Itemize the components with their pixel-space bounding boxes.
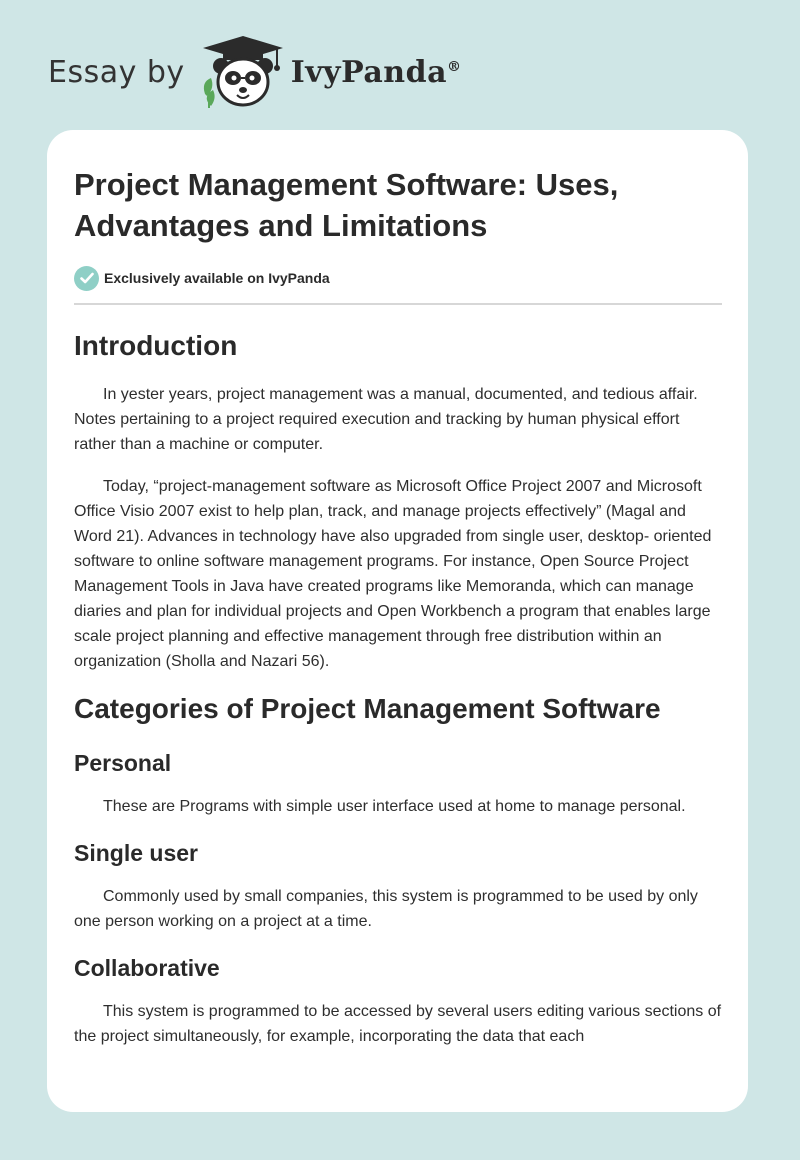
site-header xyxy=(48,32,462,112)
brand-name[interactable]: IvyPanda® xyxy=(290,54,462,90)
exclusive-badge xyxy=(74,265,722,291)
section-heading-categories: Categories of Project Management Software xyxy=(74,693,661,724)
subheading-single-user: Single user xyxy=(74,840,198,866)
paragraph: In yester years, project management was a manual, documented, and tedious affair. Notes pertaining to a project required execution and tracking by human physical effort rather than a machine or computer. xyxy=(74,386,698,453)
title-divider xyxy=(74,303,722,305)
paragraph: Today, “project-management software as Microsoft Office Project 2007 and Microsoft Office Visio 2007 exist to help plan, track, and manage projects effectively” (Magal and Word 21). Advances in technology have also upgraded from single user, desktop- oriented software to online software management programs. For instance, Open Source Project Management Tools in Java have created programs like Memoranda, which can manage diaries and plan for individual projects and Open Workbench a program that enables large scale project planning and effective management through free distribution within an organization (Sholla and Nazari 56). xyxy=(74,478,712,670)
check-icon xyxy=(74,266,99,291)
essay-card xyxy=(47,130,748,1112)
subheading-collaborative: Collaborative xyxy=(74,955,220,981)
essay-content xyxy=(74,164,722,1049)
section-heading-introduction: Introduction xyxy=(74,330,238,361)
panda-graduate-icon[interactable] xyxy=(199,34,287,110)
paragraph: Commonly used by small companies, this system is programmed to be used by only one person working on a project at a time. xyxy=(74,888,698,930)
paragraph: This system is programmed to be accessed by several users editing various sections of the project simultaneously, for example, incorporating the data that each xyxy=(74,1003,722,1045)
essay-by-label: Essay by xyxy=(48,54,185,90)
paragraph: These are Programs with simple user interface used at home to manage personal. xyxy=(103,798,686,815)
page-title: Project Management Software: Uses, Advantages and Limitations xyxy=(74,167,619,243)
subheading-personal: Personal xyxy=(74,750,172,776)
exclusive-label: Exclusively available on IvyPanda xyxy=(104,270,330,286)
